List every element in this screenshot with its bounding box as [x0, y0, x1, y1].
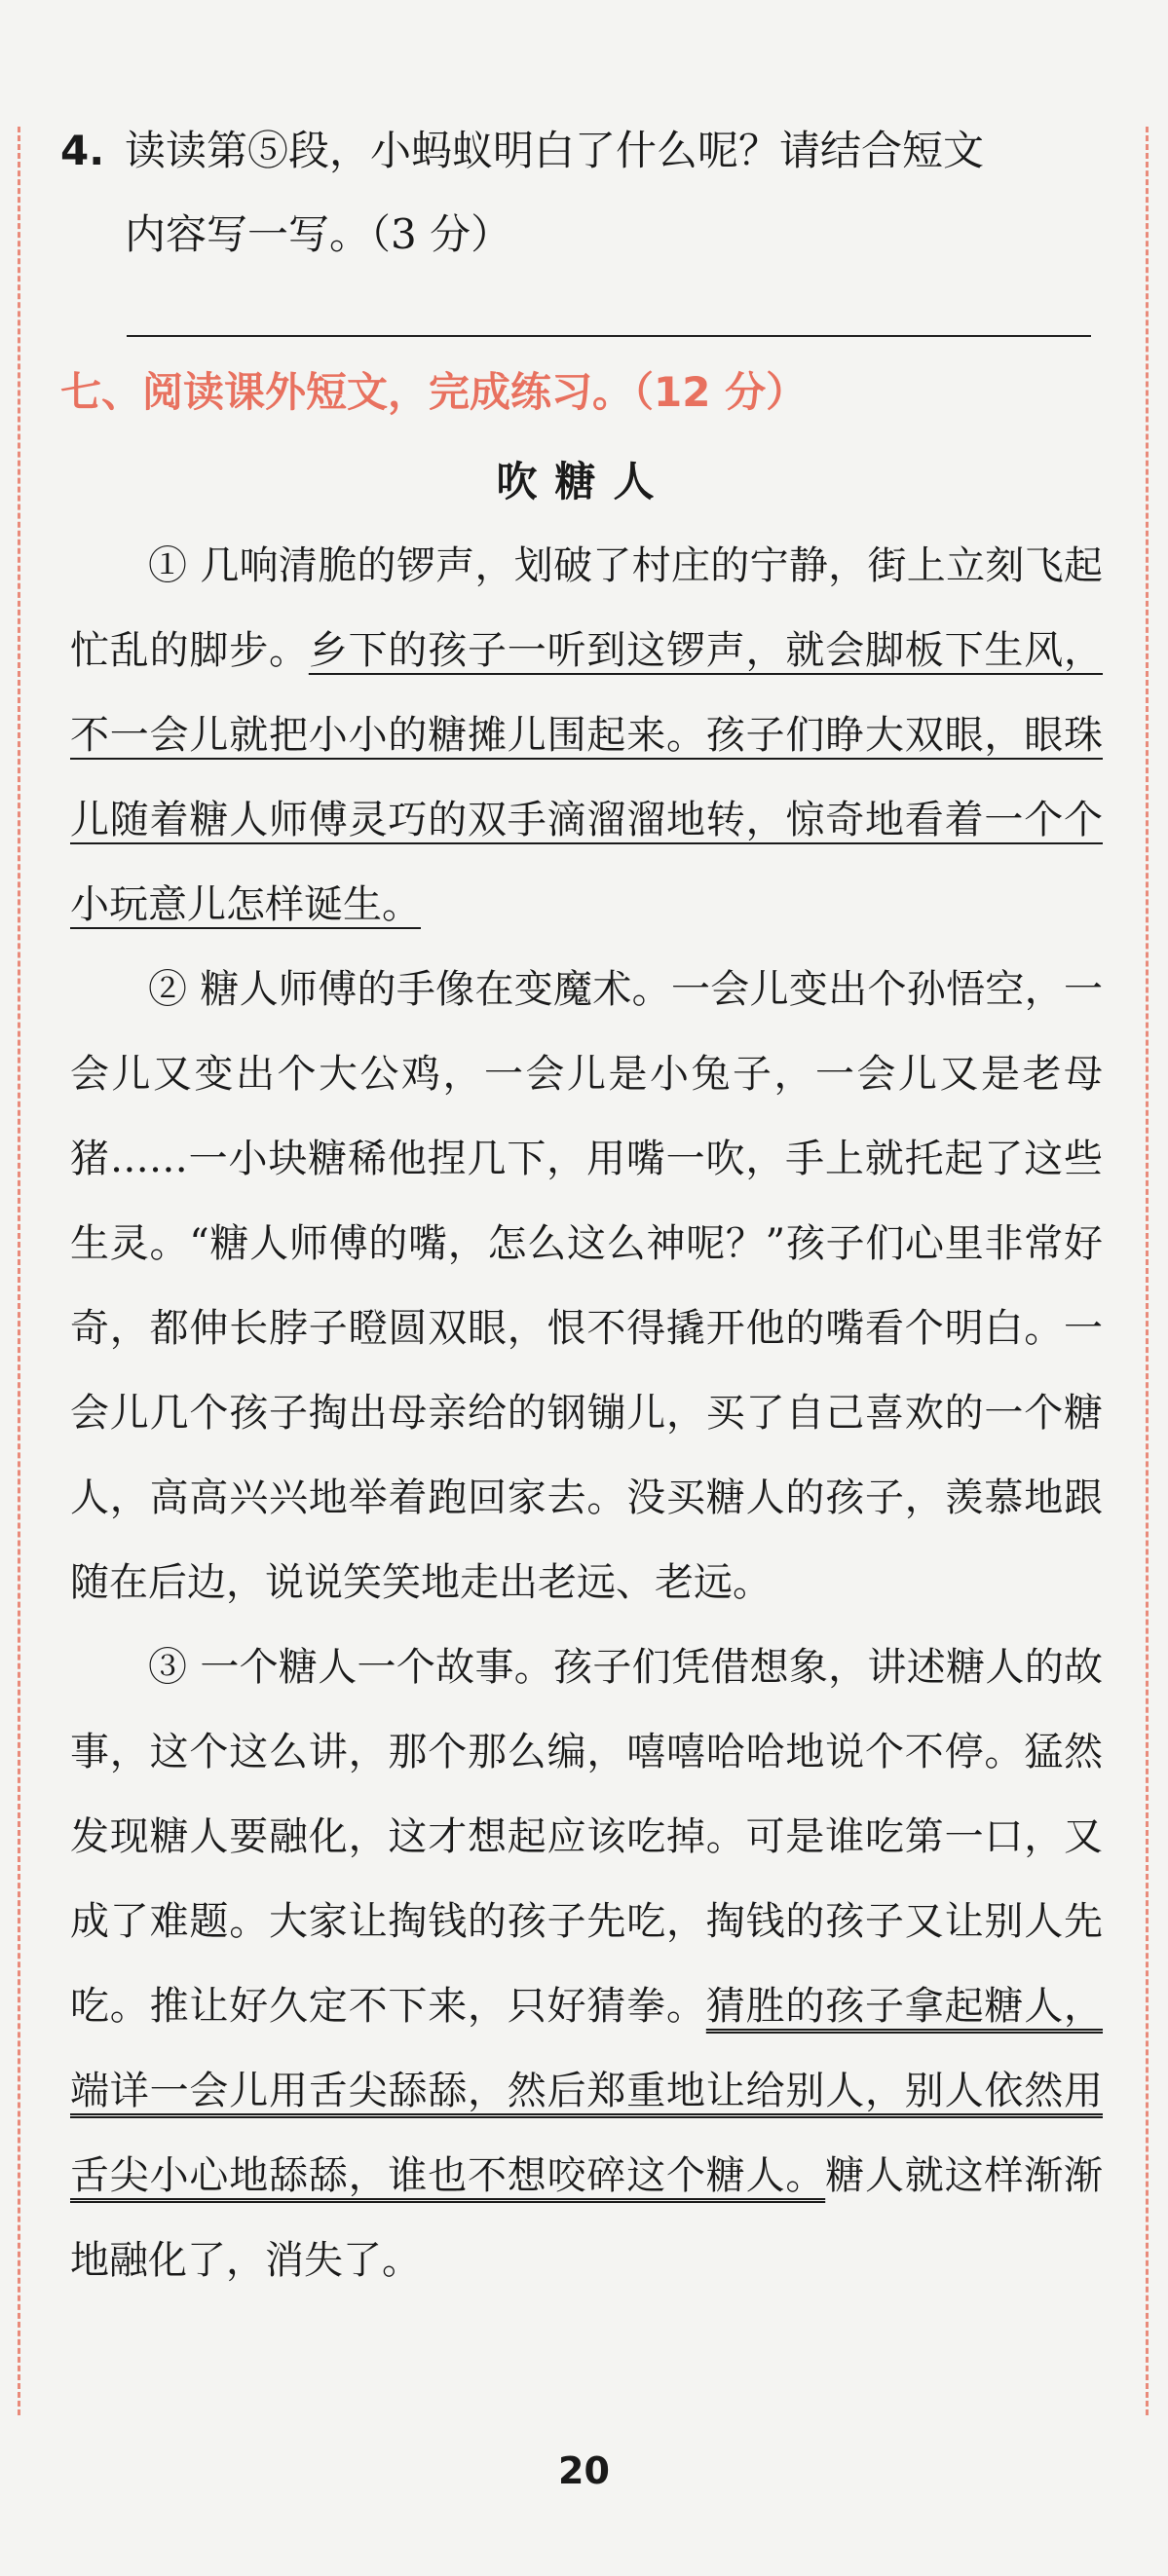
paragraph-1-lead: ① 几响清脆的锣声，划破了村庄的宁静，街上立刻飞起忙乱的脚步。 [70, 543, 1103, 673]
paragraph-1 [70, 524, 1103, 948]
question-4-line2: 内容写一写。（3 分） [125, 210, 512, 258]
passage-body [70, 524, 1103, 2303]
paragraph-3-underlined: 猜胜的孩子拿起糖人，端详一会儿用舌尖舔舔，然后郑重地让给别人，别人依然用舌尖小心地舔舔，谁也不想咬碎这个糖人。 [70, 1984, 1104, 2198]
passage-title: 吹糖人 [496, 458, 672, 505]
answer-line[interactable] [127, 335, 1091, 337]
page-number: 20 [558, 2449, 610, 2492]
question-4-line1 [60, 109, 1112, 193]
question-4-text: 读读第⑤段，小蚂蚁明白了什么呢？请结合短文 [125, 127, 985, 174]
paragraph-2: ② 糖人师傅的手像在变魔术。一会儿变出个孙悟空，一会儿又变出个大公鸡，一会儿是小兔子，一会儿又是老母猪……一小块糖稀他捏几下，用嘴一吹，手上就托起了这些生灵。“糖人师傅的嘴，怎么这么神呢？”孩子们心里非常好奇，都伸长脖子瞪圆双眼，恨不得撬开他的嘴看个明白。一会儿几个孩子掏出母亲给的钢镚儿，买了自己喜欢的一个糖人，高高兴兴地举着跑回家去。没买糖人的孩子，羡慕地跟随在后边，说说笑笑地走出老远、老远。 [70, 967, 1103, 1605]
paragraph-3-lead: ③ 一个糖人一个故事。孩子们凭借想象，讲述糖人的故事，这个这么讲，那个那么编，嘻嘻哈哈地说个不停。猛然发现糖人要融化，这才想起应该吃掉。可是谁吃第一口，又成了难题。大家让掏钱的孩子先吃，掏钱的孩子又让别人先吃。推让好久定不下来，只好猜拳。 [70, 1645, 1103, 2029]
question-number: 4. [60, 127, 105, 174]
section-title: 七、阅读课外短文，完成练习。（12 分） [60, 368, 808, 416]
paragraph-3 [70, 1625, 1103, 2303]
paragraph-3-tail: 糖人就这样渐渐地融化了，消失了。 [70, 2153, 1104, 2283]
question-4 [60, 109, 1112, 277]
paragraph-1-underlined: 乡下的孩子一听到这锣声，就会脚板下生风，不一会儿就把小小的糖摊儿围起来。孩子们睁大双眼，眼珠儿随着糖人师傅灵巧的双手滴溜溜地转，惊奇地看着一个个小玩意儿怎样诞生。 [70, 628, 1104, 927]
